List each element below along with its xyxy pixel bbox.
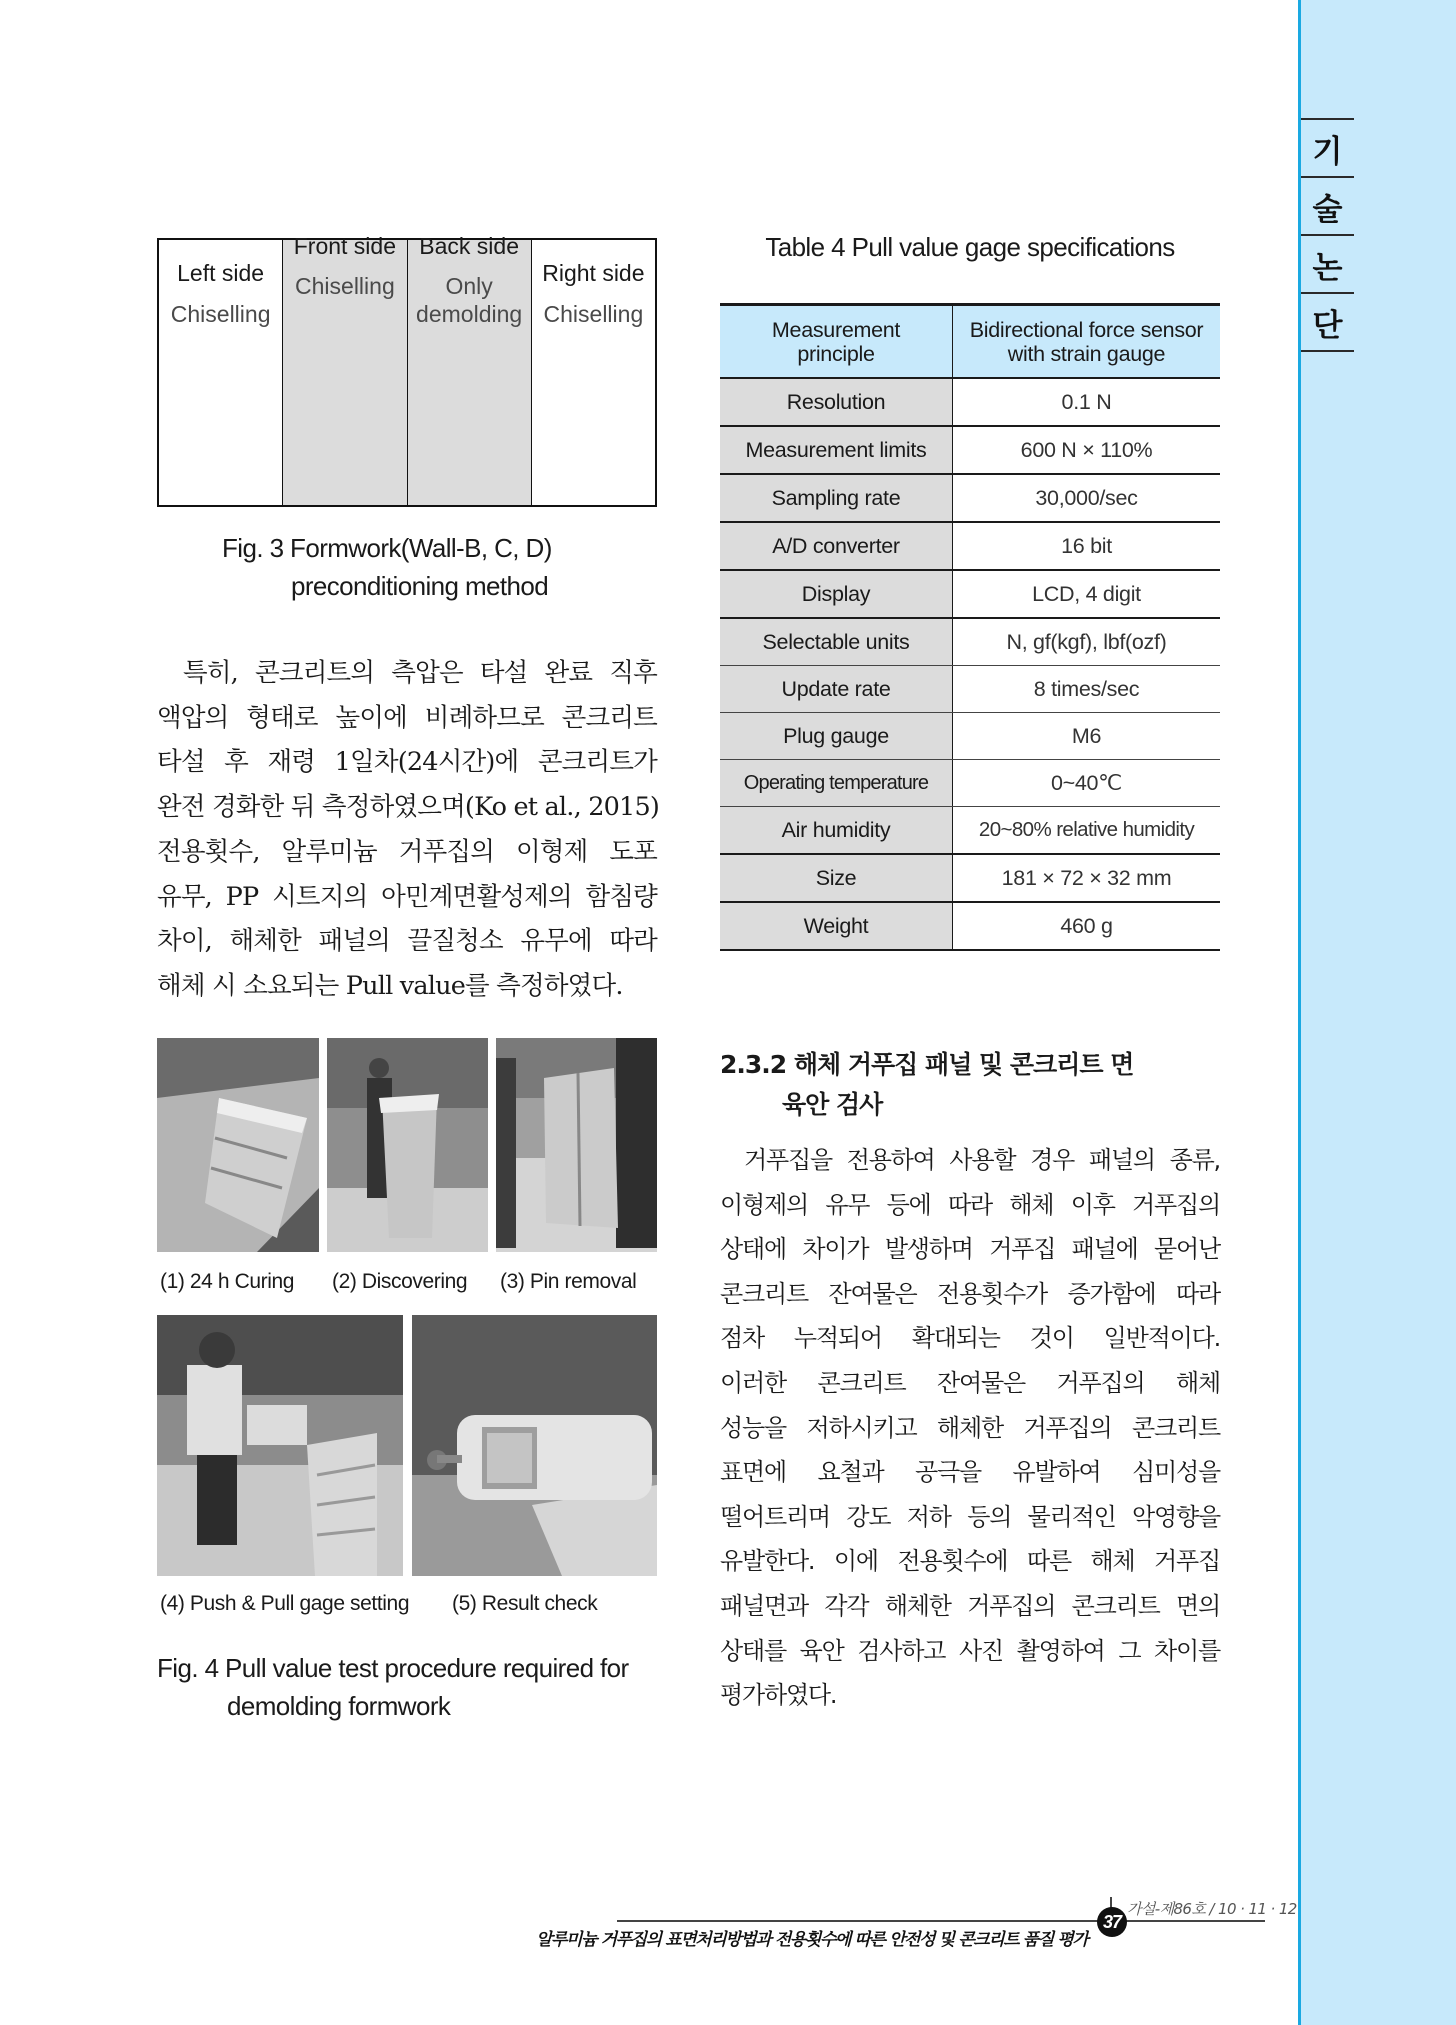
table-cell-key: Display <box>720 570 953 618</box>
fig3-caption-line2: preconditioning method <box>291 571 549 601</box>
paragraph-line: 성능을 저하시키고 해체한 거푸집의 콘크리트 <box>720 1413 1220 1442</box>
table-cell-value: N, gf(kgf), lbf(ozf) <box>953 618 1221 666</box>
section-heading-line: 육안 검사 <box>782 1090 883 1119</box>
table-cell-key: Update rate <box>720 666 953 713</box>
paragraph-line: 유발한다. 이에 전용횟수에 따른 해체 거푸집 <box>720 1547 1220 1576</box>
fig3-back-side <box>407 233 531 505</box>
fig3-col-title: Back side <box>419 233 519 259</box>
fig3-diagram <box>157 233 657 507</box>
table-cell-key: Weight <box>720 902 953 950</box>
fig3-col-subtitle: Chiselling <box>295 273 395 299</box>
section-heading <box>720 1045 1133 1125</box>
photo-label: (3) Pin removal <box>500 1270 637 1293</box>
table-row <box>720 760 1220 807</box>
sidebar-char: 논 <box>1301 234 1354 292</box>
table-cell-key: Sampling rate <box>720 474 953 522</box>
header-key-line: principle <box>797 341 875 366</box>
sidebar-divider <box>1301 350 1354 352</box>
table-row <box>720 807 1220 855</box>
table-cell-value: LCD, 4 digit <box>953 570 1221 618</box>
paragraph-line: 표면에 요철과 공극을 유발하여 심미성을 <box>720 1458 1220 1487</box>
header-value-line: Bidirectional force sensor <box>969 317 1204 342</box>
fig3-col-subtitle: Only <box>445 273 493 299</box>
paragraph-line: 이러한 콘크리트 잔여물은 거푸집의 해체 <box>720 1368 1220 1397</box>
table-cell-value: 30,000/sec <box>953 474 1221 522</box>
section-sidebar <box>1298 0 1456 2025</box>
fig3-col-subtitle: demolding <box>416 301 523 327</box>
photo-label: (1) 24 h Curing <box>160 1270 295 1293</box>
table-cell-value: 600 N × 110% <box>953 426 1221 474</box>
page-number: 37 <box>1097 1907 1127 1937</box>
table4-title: Table 4 Pull value gage specifications <box>765 232 1175 262</box>
table-row <box>720 378 1220 426</box>
running-title: 알루미늄 거푸집의 표면처리방법과 전용횟수에 따른 안전성 및 콘크리트 품질 평가 <box>536 1930 1088 1950</box>
photo-pin-removal <box>496 1038 657 1252</box>
table-row <box>720 902 1220 950</box>
table-row <box>720 713 1220 760</box>
fig3-left-side <box>159 240 282 505</box>
paragraph-line: 패널면과 각각 해체한 거푸집의 콘크리트 면의 <box>720 1591 1220 1620</box>
table-row <box>720 474 1220 522</box>
table-cell-key: Air humidity <box>720 807 953 855</box>
table-cell-key: Resolution <box>720 378 953 426</box>
table-row <box>720 618 1220 666</box>
fig3-col-subtitle: Chiselling <box>543 301 644 327</box>
table-cell-value: 16 bit <box>953 522 1221 570</box>
table4-specifications <box>720 303 1220 951</box>
table-header-key <box>720 305 953 379</box>
photo-discovering <box>327 1038 488 1252</box>
sidebar-char: 단 <box>1301 292 1354 350</box>
table-header-value <box>953 305 1221 379</box>
footer-rule <box>617 1920 1265 1922</box>
issue-info: 가설-제86호 / 10 · 11 · 12 <box>1127 1900 1297 1918</box>
paragraph-line: 평가하였다. <box>720 1681 837 1710</box>
table-cell-value: 460 g <box>953 902 1221 950</box>
header-value-line: with strain gauge <box>1007 341 1166 366</box>
paragraph-line: 특히, 콘크리트의 측압은 타설 완료 직후 <box>183 658 657 688</box>
table-cell-value: 181 × 72 × 32 mm <box>953 854 1221 902</box>
photo-label: (4) Push & Pull gage setting <box>160 1592 410 1615</box>
table-row <box>720 426 1220 474</box>
table-cell-value: 0.1 N <box>953 378 1221 426</box>
fig4-caption-line1: Fig. 4 Pull value test procedure required for <box>157 1653 629 1683</box>
table-cell-key: Plug gauge <box>720 713 953 760</box>
table-row <box>720 666 1220 713</box>
paragraph-line: 콘크리트 잔여물은 전용횟수가 증가함에 따라 <box>720 1279 1220 1308</box>
table-row <box>720 854 1220 902</box>
table-cell-value: M6 <box>953 713 1221 760</box>
paragraph-line: 이형제의 유무 등에 따라 해체 이후 거푸집의 <box>720 1190 1220 1219</box>
paragraph-line: 상태에 차이가 발생하며 거푸집 패널에 묻어난 <box>720 1235 1220 1264</box>
section-heading-line: 2.3.2 해체 거푸집 패널 및 콘크리트 면 <box>720 1050 1134 1079</box>
sidebar-char: 기 <box>1301 118 1354 176</box>
photo-push-pull-gage-setting <box>157 1315 403 1576</box>
fig3-col-title: Front side <box>293 233 396 259</box>
table-cell-value: 0~40℃ <box>953 760 1221 807</box>
table-cell-key: Size <box>720 854 953 902</box>
fig3-caption-line1: Fig. 3 Formwork(Wall-B, C, D) <box>222 533 552 563</box>
table-row <box>720 522 1220 570</box>
paragraph-line: 떨어트리며 강도 저하 등의 물리적인 악영향을 <box>720 1502 1220 1531</box>
paragraph-line: 액압의 형태로 높이에 비례하므로 콘크리트 <box>157 702 657 733</box>
fig3-right-side <box>531 240 655 505</box>
fig3-col-subtitle: Chiselling <box>170 301 271 327</box>
paragraph-line: 상태를 육안 검사하고 사진 촬영하여 그 차이를 <box>720 1636 1220 1665</box>
table-cell-value: 8 times/sec <box>953 666 1221 713</box>
paragraph-line: 완전 경화한 뒤 측정하였으며(Ko et al., 2015) <box>157 792 660 823</box>
header-key-line: Measurement <box>771 317 901 342</box>
paragraph-line: 전용횟수, 알루미늄 거푸집의 이형제 도포 <box>157 836 657 867</box>
sidebar-char: 술 <box>1301 176 1354 234</box>
fig3-front-side <box>282 233 406 505</box>
table-header-row <box>720 305 1220 379</box>
paragraph-line: 해체 시 소요되는 Pull value를 측정하였다. <box>157 970 623 1001</box>
table-cell-key: Selectable units <box>720 618 953 666</box>
paragraph-line: 유무, PP 시트지의 아민계면활성제의 함침량 <box>157 881 657 912</box>
fig4-caption-line2: demolding formwork <box>227 1691 451 1721</box>
left-paragraph <box>157 651 660 1009</box>
photo-result-check <box>412 1315 657 1576</box>
photo-label: (2) Discovering <box>332 1270 468 1293</box>
table-row <box>720 570 1220 618</box>
table-cell-key: Operating temperature <box>720 760 953 807</box>
table-cell-key: Measurement limits <box>720 426 953 474</box>
fig3-col-title: Left side <box>177 260 265 286</box>
paragraph-line: 거푸집을 전용하여 사용할 경우 패널의 종류, <box>744 1146 1220 1174</box>
section-paragraph <box>720 1138 1220 1718</box>
photo-24h-curing <box>157 1038 319 1252</box>
fig3-col-title: Right side <box>542 260 645 286</box>
photo-label: (5) Result check <box>452 1592 598 1615</box>
paragraph-line: 점차 누적되어 확대되는 것이 일반적이다. <box>720 1324 1220 1353</box>
paragraph-line: 차이, 해체한 패널의 끌질청소 유무에 따라 <box>157 926 657 957</box>
paragraph-line: 타설 후 재령 1일차(24시간)에 콘크리트가 <box>157 747 657 778</box>
table-cell-key: A/D converter <box>720 522 953 570</box>
table-cell-value: 20~80% relative humidity <box>953 807 1221 855</box>
